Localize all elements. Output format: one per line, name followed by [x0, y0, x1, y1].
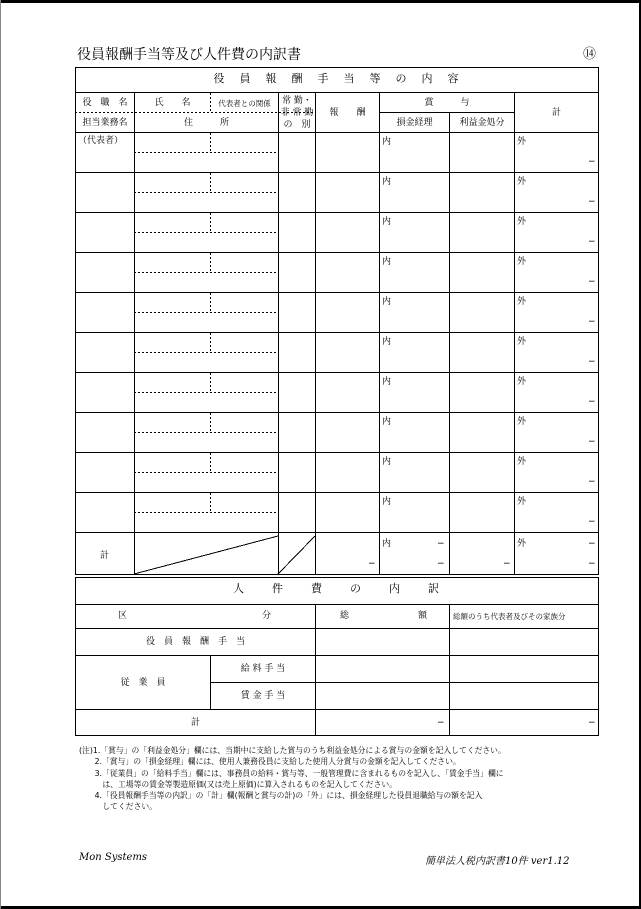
total-inner-dash: − — [437, 539, 445, 549]
total-outer-dash: − — [588, 539, 596, 549]
officer-total-label: 計 — [100, 551, 110, 561]
row-inner-mark: 内 — [382, 377, 392, 387]
note-line: してください。 — [79, 802, 157, 812]
total-inner-mark: 内 — [382, 539, 392, 549]
row-outer-mark: 外 — [517, 417, 527, 427]
row-salary-allowance: 給 料 手 当 — [240, 664, 286, 674]
row-officer-compensation: 役 員 報 酬 手 当 — [145, 637, 245, 647]
row-outer-dash: − — [588, 437, 596, 447]
header-amount-right: 額 — [418, 611, 428, 621]
header-category-left: 区 — [118, 611, 128, 621]
officer-section-heading: 役 員 報 酬 手 当 等 の 内 容 — [213, 72, 461, 85]
page-number: ⑭ — [583, 47, 597, 62]
header-bonus: 賞 与 — [424, 98, 470, 108]
row-inner-mark: 内 — [382, 497, 392, 507]
row-inner-mark: 内 — [382, 137, 392, 147]
header-fulltime-2: 非 常 勤 — [280, 108, 314, 118]
row-employee: 従 業 員 — [120, 678, 166, 688]
row-outer-mark: 外 — [517, 297, 527, 307]
row-outer-dash: − — [588, 477, 596, 487]
row-outer-dash: − — [588, 197, 596, 207]
row-outer-dash: − — [588, 517, 596, 527]
note-line: 3.「従業員」の「給料手当」欄には、事務員の給料・賞与等、一般管理費に含まれるものを記入し、「賃金手当」欄に — [79, 768, 504, 778]
header-name: 氏 名 — [154, 98, 191, 108]
total-salary-dash: − — [368, 559, 376, 569]
row-inner-mark: 内 — [382, 337, 392, 347]
row-outer-mark: 外 — [517, 337, 527, 347]
personnel-section-heading: 人 件 費 の 内 訳 — [233, 582, 441, 595]
row-outer-mark: 外 — [517, 377, 527, 387]
row-outer-dash: − — [588, 317, 596, 327]
notes — [79, 745, 599, 813]
row-inner-mark: 内 — [382, 457, 392, 467]
row-outer-dash: − — [588, 397, 596, 407]
representative-label: （代表者） — [78, 136, 124, 146]
header-relation: 代表者との関係 — [218, 99, 271, 108]
row-outer-dash: − — [588, 357, 596, 367]
header-bonus-profit: 利益金処分 — [459, 118, 505, 128]
header-fulltime-3: の 別 — [283, 120, 311, 130]
row-outer-mark: 外 — [517, 177, 527, 187]
header-total: 計 — [551, 108, 561, 118]
row-inner-mark: 内 — [382, 417, 392, 427]
header-salary: 報 酬 — [329, 108, 366, 118]
row-inner-mark: 内 — [382, 217, 392, 227]
note-line: 4.「役員報酬手当等の内訳」の「計」欄(報酬と賞与の計)の「外」には、損金経理した役員退職給与の額を記入 — [79, 791, 483, 801]
row-outer-mark: 外 — [517, 137, 527, 147]
header-duty: 担当業務名 — [82, 118, 128, 128]
row-outer-dash: − — [588, 157, 596, 167]
row-inner-mark: 内 — [382, 257, 392, 267]
row-outer-dash: − — [588, 237, 596, 247]
row-inner-mark: 内 — [382, 177, 392, 187]
footer-company: Mon Systems — [79, 852, 148, 863]
personnel-family-dash: − — [588, 718, 596, 728]
personnel-total-dash: − — [437, 718, 445, 728]
row-outer-dash: − — [588, 277, 596, 287]
row-outer-mark: 外 — [517, 257, 527, 267]
row-outer-mark: 外 — [517, 497, 527, 507]
header-fulltime-1: 常 勤・ — [282, 96, 312, 106]
footer-product: 簡単法人税内訳書10件 ver1.12 — [425, 856, 570, 867]
row-personnel-total: 計 — [190, 718, 200, 728]
header-family: 総額のうち代表者及びその家族分 — [453, 612, 566, 621]
total-expense-dash: − — [437, 559, 445, 569]
note-line: は、工場等の賃金等製造原価(又は売上原価)に算入されるものを記入してください。 — [79, 779, 397, 789]
header-category-right: 分 — [262, 611, 272, 621]
note-line: (注)1.「賞与」の「利益金処分」欄には、当期中に支給した賞与のうち利益金処分による賞与の金額を記入してください。 — [79, 746, 506, 755]
row-outer-mark: 外 — [517, 217, 527, 227]
header-amount-left: 総 — [340, 611, 350, 621]
row-inner-mark: 内 — [382, 297, 392, 307]
row-wage-allowance: 賃 金 手 当 — [240, 691, 286, 701]
total-profit-dash: − — [503, 559, 511, 569]
total-grand-dash: − — [588, 559, 596, 569]
row-outer-mark: 外 — [517, 457, 527, 467]
header-position: 役 職 名 — [82, 98, 128, 108]
page-title: 役員報酬手当等及び人件費の内訳書 — [77, 47, 301, 63]
total-outer-mark: 外 — [517, 539, 527, 549]
note-line: 2.「賞与」の「損金経理」欄には、使用人兼務役員に支給した使用人分賞与の金額を記入してください。 — [79, 757, 461, 767]
header-address: 住 所 — [183, 118, 229, 128]
header-bonus-expense: 損金経理 — [396, 118, 433, 128]
